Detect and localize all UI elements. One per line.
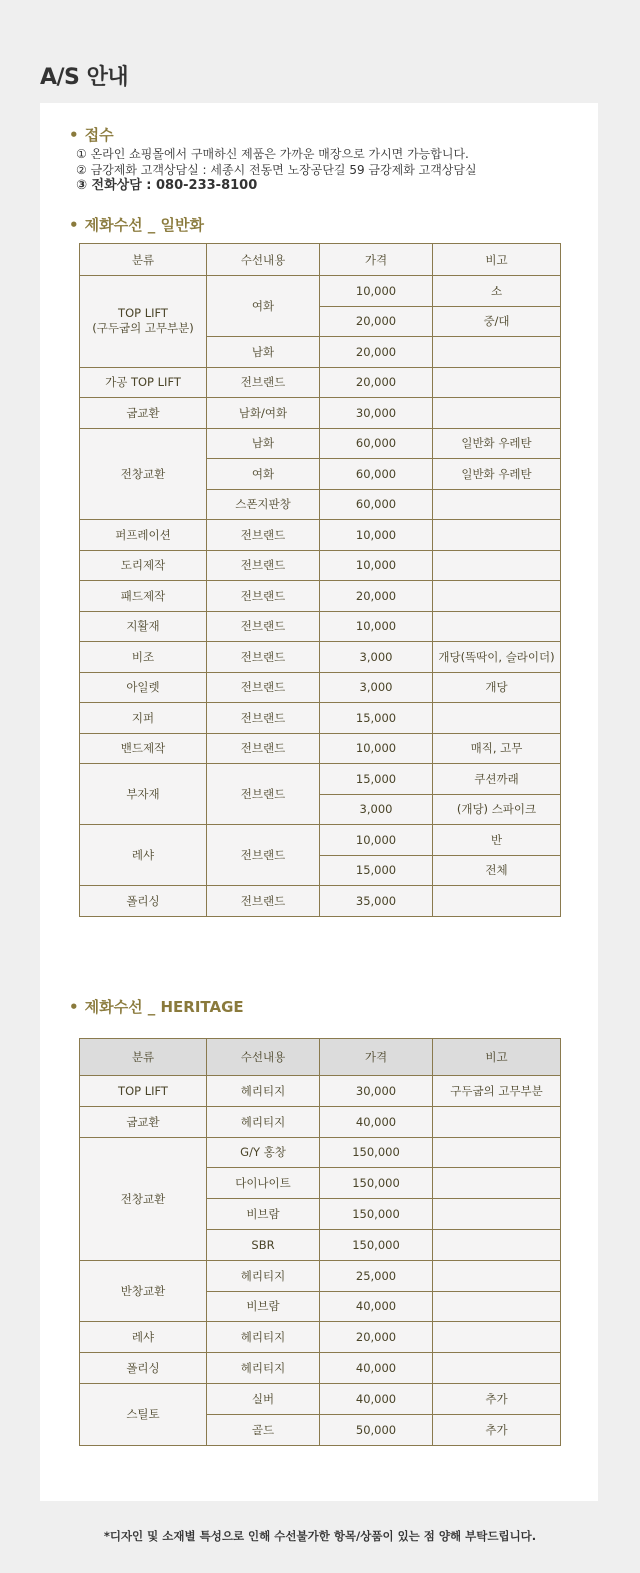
section-heritage-heading <box>69 996 244 1017</box>
note-cell: (개당) 스파이크 <box>433 794 561 825</box>
repair-cell: 전브랜드 <box>207 886 320 917</box>
repair-cell: 전브랜드 <box>207 550 320 581</box>
table-row <box>80 428 561 459</box>
price-cell: 10,000 <box>320 611 433 642</box>
repair-cell: 여화 <box>207 276 320 337</box>
table-row <box>80 1076 561 1107</box>
note-cell <box>433 337 561 368</box>
table-row <box>80 764 561 795</box>
header-category: 분류 <box>80 244 207 276</box>
header-note: 비고 <box>433 244 561 276</box>
note-cell: 반 <box>433 825 561 856</box>
table-row <box>80 703 561 734</box>
category-cell: 굽교환 <box>80 398 207 429</box>
content-card <box>40 103 598 1501</box>
bullet-icon: • <box>69 998 79 1016</box>
category-cell: 스틸토 <box>80 1383 207 1445</box>
note-cell: 추가 <box>433 1414 561 1445</box>
repair-cell: 다이나이트 <box>207 1168 320 1199</box>
price-cell: 150,000 <box>320 1168 433 1199</box>
note-cell: 쿠션까래 <box>433 764 561 795</box>
table-row <box>80 1260 561 1291</box>
note-cell: 소 <box>433 276 561 307</box>
price-cell: 40,000 <box>320 1353 433 1384</box>
note-cell: 개당(똑딱이, 슬라이더) <box>433 642 561 673</box>
category-cell: 폴리싱 <box>80 1353 207 1384</box>
note-cell: 일반화 우레탄 <box>433 459 561 490</box>
header-repair: 수선내용 <box>207 1039 320 1076</box>
bullet-icon: • <box>69 216 79 234</box>
category-cell: 지퍼 <box>80 703 207 734</box>
price-cell: 40,000 <box>320 1106 433 1137</box>
price-cell: 10,000 <box>320 825 433 856</box>
note-cell <box>433 1353 561 1384</box>
price-cell: 60,000 <box>320 489 433 520</box>
note-cell <box>433 1137 561 1168</box>
price-cell: 10,000 <box>320 733 433 764</box>
header-category: 분류 <box>80 1039 207 1076</box>
table-row <box>80 642 561 673</box>
note-cell <box>433 1260 561 1291</box>
note-cell: 중/대 <box>433 306 561 337</box>
repair-cell: 전브랜드 <box>207 581 320 612</box>
note-cell: 매직, 고무 <box>433 733 561 764</box>
repair-cell: 전브랜드 <box>207 642 320 673</box>
table-row <box>80 550 561 581</box>
repair-cell: 남화 <box>207 428 320 459</box>
note-cell <box>433 1291 561 1322</box>
table-header-row <box>80 1039 561 1076</box>
price-cell: 60,000 <box>320 459 433 490</box>
repair-cell: 헤리티지 <box>207 1322 320 1353</box>
repair-cell: SBR <box>207 1229 320 1260</box>
note-cell <box>433 703 561 734</box>
note-cell: 일반화 우레탄 <box>433 428 561 459</box>
header-price: 가격 <box>320 1039 433 1076</box>
price-cell: 25,000 <box>320 1260 433 1291</box>
repair-cell: 전브랜드 <box>207 733 320 764</box>
category-cell: 퍼프레이션 <box>80 520 207 551</box>
general-repair-table <box>79 243 561 917</box>
table-row <box>80 886 561 917</box>
header-repair: 수선내용 <box>207 244 320 276</box>
category-cell: 전창교환 <box>80 428 207 520</box>
note-cell: 구두굽의 고무부분 <box>433 1076 561 1107</box>
heritage-repair-table <box>79 1038 561 1446</box>
repair-cell: 전브랜드 <box>207 611 320 642</box>
category-cell: 반창교환 <box>80 1260 207 1322</box>
repair-cell: 전브랜드 <box>207 703 320 734</box>
price-cell: 35,000 <box>320 886 433 917</box>
table-row <box>80 1383 561 1414</box>
repair-cell: 남화/여화 <box>207 398 320 429</box>
reception-phone: ③ 전화상담 : 080-233-8100 <box>76 178 258 193</box>
heritage-heading-text: 제화수선 _ HERITAGE <box>84 998 244 1016</box>
bullet-icon: • <box>69 126 79 144</box>
category-cell: 지활재 <box>80 611 207 642</box>
price-cell: 15,000 <box>320 764 433 795</box>
repair-cell: 실버 <box>207 1383 320 1414</box>
table-row <box>80 825 561 856</box>
price-cell: 150,000 <box>320 1229 433 1260</box>
repair-cell: 전브랜드 <box>207 520 320 551</box>
table-row <box>80 581 561 612</box>
note-cell <box>433 886 561 917</box>
note-cell <box>433 520 561 551</box>
price-cell: 20,000 <box>320 1322 433 1353</box>
repair-cell: 전브랜드 <box>207 764 320 825</box>
note-cell <box>433 367 561 398</box>
table-row <box>80 520 561 551</box>
category-cell: 부자재 <box>80 764 207 825</box>
price-cell: 150,000 <box>320 1199 433 1230</box>
price-cell: 60,000 <box>320 428 433 459</box>
table-header-row <box>80 244 561 276</box>
price-cell: 20,000 <box>320 581 433 612</box>
repair-cell: 전브랜드 <box>207 367 320 398</box>
category-cell: 도리제작 <box>80 550 207 581</box>
note-cell: 추가 <box>433 1383 561 1414</box>
price-cell: 150,000 <box>320 1137 433 1168</box>
header-price: 가격 <box>320 244 433 276</box>
repair-cell: 남화 <box>207 337 320 368</box>
table-row <box>80 733 561 764</box>
table-row <box>80 672 561 703</box>
note-cell <box>433 1229 561 1260</box>
repair-cell: 골드 <box>207 1414 320 1445</box>
category-cell <box>80 276 207 368</box>
price-cell: 10,000 <box>320 520 433 551</box>
price-cell: 15,000 <box>320 855 433 886</box>
section-general-heading <box>69 214 204 235</box>
table-row <box>80 1353 561 1384</box>
category-cell: 레샤 <box>80 825 207 886</box>
reception-line: ① 온라인 쇼핑몰에서 구매하신 제품은 가까운 매장으로 가시면 가능합니다. <box>76 147 469 161</box>
price-cell: 20,000 <box>320 367 433 398</box>
repair-cell: 헤리티지 <box>207 1076 320 1107</box>
note-cell: 전체 <box>433 855 561 886</box>
repair-cell: 헤리티지 <box>207 1106 320 1137</box>
price-cell: 3,000 <box>320 672 433 703</box>
category-cell: 굽교환 <box>80 1106 207 1137</box>
category-cell: 전창교환 <box>80 1137 207 1260</box>
general-heading-text: 제화수선 _ 일반화 <box>84 216 204 234</box>
price-cell: 3,000 <box>320 794 433 825</box>
price-cell: 50,000 <box>320 1414 433 1445</box>
section-reception-heading <box>69 124 114 145</box>
repair-cell: 여화 <box>207 459 320 490</box>
reception-info <box>76 146 477 194</box>
price-cell: 10,000 <box>320 276 433 307</box>
note-cell <box>433 398 561 429</box>
category-cell: 밴드제작 <box>80 733 207 764</box>
table-row <box>80 1106 561 1137</box>
price-cell: 40,000 <box>320 1291 433 1322</box>
repair-cell: 헤리티지 <box>207 1260 320 1291</box>
table-row <box>80 367 561 398</box>
note-cell <box>433 1168 561 1199</box>
note-cell <box>433 489 561 520</box>
category-cell: 아일렛 <box>80 672 207 703</box>
note-cell <box>433 1322 561 1353</box>
category-cell: 가공 TOP LIFT <box>80 367 207 398</box>
repair-cell: G/Y 홍창 <box>207 1137 320 1168</box>
category-cell: 폴리싱 <box>80 886 207 917</box>
category-cell: 레샤 <box>80 1322 207 1353</box>
price-cell: 20,000 <box>320 306 433 337</box>
reception-line: ② 금강제화 고객상담실 : 세종시 전동면 노장공단길 59 금강제화 고객상담실 <box>76 163 477 177</box>
price-cell: 30,000 <box>320 1076 433 1107</box>
note-cell: 개당 <box>433 672 561 703</box>
repair-cell: 헤리티지 <box>207 1353 320 1384</box>
note-cell <box>433 1199 561 1230</box>
note-cell <box>433 581 561 612</box>
price-cell: 3,000 <box>320 642 433 673</box>
repair-cell: 스폰지판창 <box>207 489 320 520</box>
category-cell: 비조 <box>80 642 207 673</box>
note-cell <box>433 611 561 642</box>
category-label: TOP LIFT <box>118 306 168 321</box>
table-row <box>80 611 561 642</box>
footnote: *디자인 및 소재별 특성으로 인해 수선불가한 항목/상품이 있는 점 양해 부탁드립니다. <box>103 1529 537 1543</box>
note-cell <box>433 1106 561 1137</box>
table-row <box>80 1322 561 1353</box>
price-cell: 20,000 <box>320 337 433 368</box>
category-cell: TOP LIFT <box>80 1076 207 1107</box>
repair-cell: 비브람 <box>207 1199 320 1230</box>
table-row <box>80 276 561 307</box>
price-cell: 40,000 <box>320 1383 433 1414</box>
repair-cell: 전브랜드 <box>207 825 320 886</box>
price-cell: 15,000 <box>320 703 433 734</box>
category-sublabel: (구두굽의 고무부분) <box>92 321 194 336</box>
category-cell: 패드제작 <box>80 581 207 612</box>
price-cell: 10,000 <box>320 550 433 581</box>
repair-cell: 비브람 <box>207 1291 320 1322</box>
table-row <box>80 1137 561 1168</box>
reception-heading-text: 접수 <box>84 126 114 144</box>
note-cell <box>433 550 561 581</box>
repair-cell: 전브랜드 <box>207 672 320 703</box>
page-title: A/S 안내 <box>40 65 129 90</box>
header-note: 비고 <box>433 1039 561 1076</box>
price-cell: 30,000 <box>320 398 433 429</box>
table-row <box>80 398 561 429</box>
